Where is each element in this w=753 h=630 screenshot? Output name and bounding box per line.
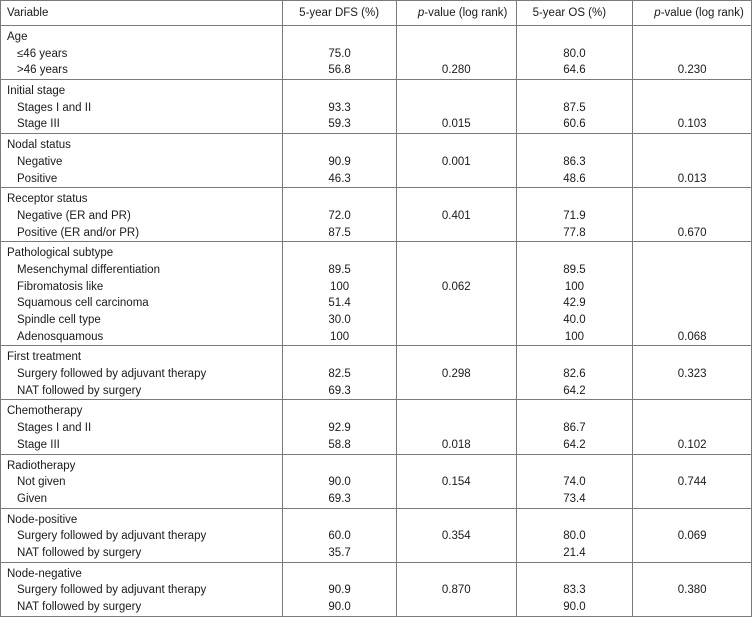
p-dfs-cell [397, 563, 517, 616]
blank-line [517, 512, 633, 529]
p-os-cell [633, 188, 751, 241]
blank-line [633, 29, 751, 46]
variable-cell [1, 400, 283, 453]
row-value: 0.103 [677, 118, 707, 131]
table-body [1, 26, 751, 616]
row-label: Stages I and II [17, 422, 92, 435]
row-value: 75.0 [328, 47, 351, 60]
blank-line [517, 458, 633, 475]
row-value: 46.3 [328, 172, 351, 185]
row-value: 56.8 [328, 64, 351, 77]
row-label: Fibromatosis like [17, 280, 104, 293]
os-cell [517, 80, 634, 133]
p-dfs-cell [397, 242, 517, 345]
row-label: Negative (ER and PR) [17, 209, 131, 222]
blank-line [517, 137, 633, 154]
row-value [397, 329, 516, 346]
row-label: Mesenchymal differentiation [17, 263, 160, 276]
p-dfs-cell [397, 346, 517, 399]
blank-line [397, 566, 516, 583]
header-p-os-rest: -value (log rank) [660, 7, 744, 19]
row-value: 80.0 [563, 47, 586, 60]
variable-cell [1, 26, 283, 79]
row-label: Surgery followed by adjuvant therapy [17, 368, 207, 381]
row-label: NAT followed by surgery [17, 546, 142, 559]
row-label: ≤46 years [17, 47, 68, 60]
row-value [397, 599, 516, 616]
row-label: Spindle cell type [17, 314, 101, 326]
blank-line [633, 245, 751, 262]
dfs-cell [283, 509, 397, 562]
row-label: Given [17, 492, 48, 505]
row-value: 64.2 [563, 438, 586, 451]
row-value: 82.5 [328, 368, 351, 381]
p-dfs-cell [397, 400, 517, 453]
p-dfs-cell [397, 134, 517, 187]
row-value [397, 312, 516, 329]
p-os-cell [633, 509, 751, 562]
row-value: 90.0 [328, 601, 351, 613]
row-value: 0.744 [677, 476, 707, 489]
p-os-cell [633, 455, 751, 508]
table-group [1, 455, 751, 509]
row-label: Positive (ER and/or PR) [17, 226, 140, 239]
row-value: 60.0 [328, 530, 351, 543]
row-value: 100 [564, 280, 585, 293]
row-label: Stage III [17, 118, 60, 131]
variable-cell [1, 80, 283, 133]
row-value [633, 154, 751, 171]
row-value: 0.001 [441, 155, 471, 168]
row-value: 0.354 [441, 530, 471, 543]
blank-line [397, 458, 516, 475]
p-dfs-cell [397, 80, 517, 133]
blank-line [397, 83, 516, 100]
dfs-cell [283, 455, 397, 508]
row-value [397, 171, 516, 188]
header-p-os-italic: p [654, 7, 661, 19]
row-value: 40.0 [563, 314, 586, 326]
blank-line [517, 191, 633, 208]
row-value: 83.3 [563, 584, 586, 597]
os-cell [517, 242, 634, 345]
row-value: 0.870 [441, 584, 471, 597]
p-os-cell [633, 346, 751, 399]
group-title: Nodal status [7, 139, 71, 152]
row-value: 64.6 [563, 64, 586, 77]
row-label: Stages I and II [17, 101, 92, 114]
row-value: 100 [330, 330, 350, 343]
blank-line [633, 349, 751, 366]
row-value [633, 262, 751, 279]
row-value: 35.7 [328, 546, 351, 559]
row-value: 71.9 [563, 209, 586, 222]
row-value [633, 279, 751, 296]
row-value: 90.9 [328, 584, 351, 597]
row-value [397, 383, 516, 400]
row-label: Squamous cell carcinoma [17, 297, 149, 310]
dfs-cell [283, 400, 397, 453]
row-label: Stage III [17, 438, 60, 451]
variable-cell [1, 509, 283, 562]
blank-line [283, 29, 396, 46]
variable-cell [1, 188, 283, 241]
row-label: Surgery followed by adjuvant therapy [17, 584, 207, 597]
blank-line [283, 83, 396, 100]
os-cell [517, 400, 634, 453]
group-title: Radiotherapy [7, 459, 76, 472]
row-value [633, 491, 751, 508]
dfs-cell [283, 242, 397, 345]
row-value: 74.0 [563, 476, 586, 489]
row-value: 100 [564, 330, 585, 343]
dfs-cell [283, 134, 397, 187]
blank-line [397, 512, 516, 529]
blank-line [397, 349, 516, 366]
row-value [397, 295, 516, 312]
blank-line [283, 458, 396, 475]
row-value: 93.3 [328, 101, 351, 114]
blank-line [283, 403, 396, 420]
table-group [1, 26, 751, 80]
os-cell [517, 509, 634, 562]
table-header [1, 1, 751, 26]
os-cell [517, 346, 634, 399]
blank-line [397, 137, 516, 154]
dfs-cell [283, 346, 397, 399]
row-value [397, 491, 516, 508]
table-group [1, 242, 751, 346]
blank-line [397, 29, 516, 46]
os-cell [517, 134, 634, 187]
variable-cell [1, 242, 283, 345]
row-value: 0.280 [441, 64, 471, 77]
row-value: 60.6 [563, 118, 586, 131]
group-title: Age [7, 31, 28, 43]
blank-line [633, 191, 751, 208]
blank-line [633, 566, 751, 583]
variable-cell [1, 455, 283, 508]
row-value: 0.380 [677, 584, 707, 597]
header-os: 5-year OS (%) [517, 1, 634, 25]
blank-line [517, 566, 633, 583]
row-value [397, 46, 516, 63]
row-value: 86.3 [563, 155, 586, 168]
blank-line [633, 403, 751, 420]
blank-line [283, 349, 396, 366]
table-group [1, 563, 751, 616]
row-value: 58.8 [328, 438, 351, 451]
blank-line [283, 137, 396, 154]
header-p-dfs-italic: p [417, 7, 425, 19]
blank-line [283, 512, 396, 529]
group-title: First treatment [7, 351, 82, 364]
header-variable: Variable [1, 1, 283, 25]
header-dfs: 5-year DFS (%) [283, 1, 397, 25]
row-value: 82.6 [563, 368, 586, 381]
row-value: 30.0 [328, 314, 351, 326]
row-value [633, 100, 751, 117]
blank-line [517, 29, 633, 46]
row-value [633, 208, 751, 225]
dfs-cell [283, 188, 397, 241]
blank-line [517, 349, 633, 366]
p-dfs-cell [397, 26, 517, 79]
row-label: NAT followed by surgery [17, 384, 142, 397]
row-value [397, 545, 516, 562]
row-value: 0.298 [441, 368, 471, 381]
row-label: Not given [17, 476, 66, 489]
row-value: 86.7 [563, 422, 586, 435]
row-value: 77.8 [563, 226, 586, 239]
row-label: NAT followed by surgery [17, 601, 142, 613]
table-group [1, 400, 751, 454]
p-os-cell [633, 134, 751, 187]
row-value: 73.4 [563, 492, 586, 505]
os-cell [517, 26, 634, 79]
row-value: 21.4 [563, 546, 586, 559]
row-value: 87.5 [328, 226, 351, 239]
dfs-cell [283, 26, 397, 79]
blank-line [517, 245, 633, 262]
table-group [1, 509, 751, 563]
blank-line [397, 191, 516, 208]
row-value: 100 [330, 280, 350, 293]
blank-line [283, 191, 396, 208]
dfs-cell [283, 563, 397, 616]
p-os-cell [633, 26, 751, 79]
row-value [633, 312, 751, 329]
row-label: Negative [17, 155, 63, 168]
p-dfs-cell [397, 455, 517, 508]
row-label: Surgery followed by adjuvant therapy [17, 530, 207, 543]
p-os-cell [633, 242, 751, 345]
blank-line [397, 245, 516, 262]
dfs-cell [283, 80, 397, 133]
row-value [633, 599, 751, 616]
blank-line [397, 403, 516, 420]
row-value: 42.9 [563, 297, 586, 310]
row-value: 0.102 [677, 438, 707, 451]
row-value: 0.401 [441, 209, 471, 222]
row-value: 87.5 [563, 101, 586, 114]
os-cell [517, 563, 634, 616]
table-group [1, 80, 751, 134]
group-title: Node-negative [7, 567, 82, 580]
header-p-os [633, 1, 751, 25]
group-title: Initial stage [7, 85, 66, 98]
row-value: 69.3 [328, 384, 351, 397]
row-value: 0.062 [441, 280, 471, 293]
row-value: 0.670 [677, 226, 707, 239]
row-label: >46 years [17, 64, 68, 77]
row-value: 0.015 [441, 118, 471, 131]
group-title: Receptor status [7, 193, 88, 206]
table-group [1, 188, 751, 242]
header-p-dfs [397, 1, 517, 25]
group-title: Node-positive [7, 513, 78, 526]
row-value [633, 46, 751, 63]
row-value: 0.323 [677, 368, 707, 381]
variable-cell [1, 563, 283, 616]
row-value: 0.018 [441, 438, 471, 451]
row-value [397, 420, 516, 437]
row-value: 0.154 [441, 476, 471, 489]
row-value [633, 420, 751, 437]
blank-line [633, 512, 751, 529]
variable-cell [1, 346, 283, 399]
blank-line [517, 403, 633, 420]
row-value [633, 383, 751, 400]
row-value: 64.2 [563, 384, 586, 397]
os-cell [517, 455, 634, 508]
row-value: 48.6 [563, 172, 586, 185]
row-value: 0.069 [677, 530, 707, 543]
row-value: 92.9 [328, 422, 351, 435]
row-value: 0.068 [677, 330, 707, 343]
row-value [397, 100, 516, 117]
row-value [633, 545, 751, 562]
row-value: 89.5 [328, 263, 351, 276]
p-dfs-cell [397, 188, 517, 241]
row-label: Adenosquamous [17, 330, 104, 343]
blank-line [633, 83, 751, 100]
header-p-dfs-rest: -value (log rank) [424, 7, 508, 19]
blank-line [633, 137, 751, 154]
blank-line [283, 566, 396, 583]
row-value [633, 295, 751, 312]
group-title: Pathological subtype [7, 247, 114, 260]
p-dfs-cell [397, 509, 517, 562]
table-group [1, 134, 751, 188]
group-title: Chemotherapy [7, 405, 83, 418]
row-value: 72.0 [328, 209, 351, 222]
row-value: 69.3 [328, 492, 351, 505]
row-value: 0.230 [677, 64, 707, 77]
variable-cell [1, 134, 283, 187]
p-os-cell [633, 80, 751, 133]
row-value [397, 262, 516, 279]
row-value [397, 225, 516, 242]
blank-line [517, 83, 633, 100]
blank-line [283, 245, 396, 262]
row-value: 89.5 [563, 263, 586, 276]
row-value: 0.013 [677, 172, 707, 185]
row-value: 90.9 [328, 155, 351, 168]
row-value: 90.0 [328, 476, 351, 489]
row-value: 59.3 [328, 118, 351, 131]
table-group [1, 346, 751, 400]
row-label: Positive [17, 172, 58, 185]
os-cell [517, 188, 634, 241]
blank-line [633, 458, 751, 475]
row-value: 80.0 [563, 530, 586, 543]
row-value: 51.4 [328, 297, 351, 310]
p-os-cell [633, 563, 751, 616]
p-os-cell [633, 400, 751, 453]
row-value: 90.0 [563, 601, 586, 613]
